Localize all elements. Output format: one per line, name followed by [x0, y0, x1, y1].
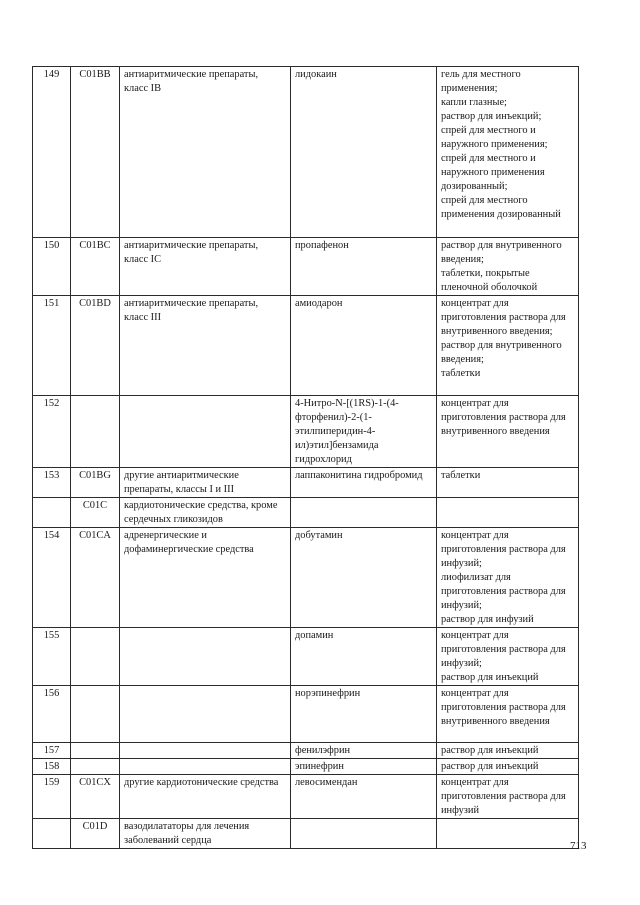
atc-code: C01CA — [71, 528, 120, 628]
dosage-forms: концентрат для приготовления раствора для внутривенного введения — [437, 396, 579, 468]
drug-name — [291, 498, 437, 528]
drug-name: лидокаин — [291, 67, 437, 238]
pharmacological-group: другие кардиотонические средства — [120, 775, 291, 819]
drug-name: допамин — [291, 628, 437, 686]
table-row — [33, 628, 579, 686]
dosage-forms: концентрат для приготовления раствора для инфузий; раствор для инъекций — [437, 628, 579, 686]
row-number: 156 — [33, 686, 71, 743]
atc-code: C01BG — [71, 468, 120, 498]
atc-code: C01D — [71, 819, 120, 849]
pharmacological-group — [120, 686, 291, 743]
row-number: 149 — [33, 67, 71, 238]
table-row — [33, 498, 579, 528]
atc-code — [71, 686, 120, 743]
row-number: 157 — [33, 743, 71, 759]
table-row — [33, 67, 579, 238]
drug-name: фенилэфрин — [291, 743, 437, 759]
row-number: 153 — [33, 468, 71, 498]
table-row — [33, 819, 579, 849]
row-number: 151 — [33, 296, 71, 396]
atc-code — [71, 628, 120, 686]
atc-code — [71, 396, 120, 468]
pharmacological-group: антиаритмические препараты, класс IC — [120, 238, 291, 296]
pharmacological-group — [120, 396, 291, 468]
drug-name: лаппаконитина гидробромид — [291, 468, 437, 498]
row-number: 150 — [33, 238, 71, 296]
table-row — [33, 775, 579, 819]
row-number — [33, 498, 71, 528]
drug-name: добутамин — [291, 528, 437, 628]
table-row — [33, 296, 579, 396]
dosage-forms: раствор для инъекций — [437, 743, 579, 759]
table-row — [33, 743, 579, 759]
atc-code — [71, 743, 120, 759]
dosage-forms — [437, 819, 579, 849]
atc-code: C01C — [71, 498, 120, 528]
pharmacological-group: вазодилататоры для лечения заболеваний сердца — [120, 819, 291, 849]
drug-list-table — [32, 66, 579, 849]
drug-name: левосимендан — [291, 775, 437, 819]
table-body — [33, 67, 579, 849]
dosage-forms: таблетки — [437, 468, 579, 498]
pharmacological-group: адренергические и дофаминергические средства — [120, 528, 291, 628]
table-row — [33, 396, 579, 468]
table-row — [33, 468, 579, 498]
row-number: 154 — [33, 528, 71, 628]
atc-code: C01CX — [71, 775, 120, 819]
atc-code: C01BD — [71, 296, 120, 396]
dosage-forms: гель для местного применения; капли глазные; раствор для инъекций; спрей для местного и наружного применения; спрей для местного и наружного применения дозированный; спрей для местного применения дозированный — [437, 67, 579, 238]
row-number: 152 — [33, 396, 71, 468]
atc-code: C01BB — [71, 67, 120, 238]
drug-name: эпинефрин — [291, 759, 437, 775]
page-number: 713 — [570, 840, 587, 852]
table-row — [33, 686, 579, 743]
dosage-forms: концентрат для приготовления раствора для инфузий; лиофилизат для приготовления раствора для инфузий; раствор для инфузий — [437, 528, 579, 628]
dosage-forms: концентрат для приготовления раствора для внутривенного введения — [437, 686, 579, 743]
drug-name: амиодарон — [291, 296, 437, 396]
row-number — [33, 819, 71, 849]
pharmacological-group — [120, 759, 291, 775]
pharmacological-group — [120, 628, 291, 686]
pharmacological-group: антиаритмические препараты, класс IB — [120, 67, 291, 238]
dosage-forms — [437, 498, 579, 528]
drug-name: 4-Нитро-N-[(1RS)-1-(4-фторфенил)-2-(1-этилпиперидин-4-ил)этил]бензамида гидрохлорид — [291, 396, 437, 468]
pharmacological-group: другие антиаритмические препараты, классы I и III — [120, 468, 291, 498]
pharmacological-group: антиаритмические препараты, класс III — [120, 296, 291, 396]
dosage-forms: раствор для инъекций — [437, 759, 579, 775]
table-row — [33, 759, 579, 775]
atc-code — [71, 759, 120, 775]
drug-name: норэпинефрин — [291, 686, 437, 743]
dosage-forms: концентрат для приготовления раствора для инфузий — [437, 775, 579, 819]
dosage-forms: раствор для внутривенного введения; таблетки, покрытые пленочной оболочкой — [437, 238, 579, 296]
dosage-forms: концентрат для приготовления раствора для внутривенного введения; раствор для внутривенного введения; таблетки — [437, 296, 579, 396]
atc-code: C01BC — [71, 238, 120, 296]
row-number: 155 — [33, 628, 71, 686]
table-row — [33, 238, 579, 296]
drug-name: пропафенон — [291, 238, 437, 296]
drug-name — [291, 819, 437, 849]
row-number: 159 — [33, 775, 71, 819]
pharmacological-group: кардиотонические средства, кроме сердечных гликозидов — [120, 498, 291, 528]
table-row — [33, 528, 579, 628]
row-number: 158 — [33, 759, 71, 775]
pharmacological-group — [120, 743, 291, 759]
